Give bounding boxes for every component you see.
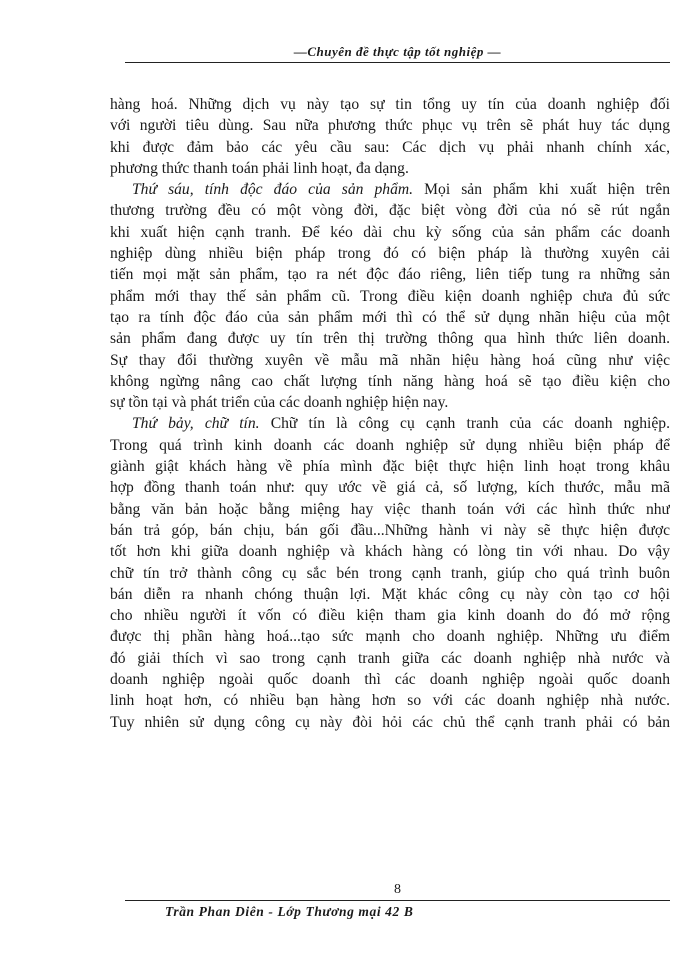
heading-line: Thứ bảy, chữ tín. Chữ tín là công cụ cạnh tranh của các doanh nghiệp. bbox=[132, 415, 670, 433]
text-line: hàng hoá. Những dịch vụ này tạo sự tin tổng uy tín của doanh nghiệp đối bbox=[110, 96, 670, 113]
body-text bbox=[110, 94, 670, 734]
text-line: phẩm mới thay thế sản phẩm cũ. Trong điều kiện doanh nghiệp chưa đủ sức bbox=[110, 287, 670, 305]
page-number: 8 bbox=[394, 882, 401, 897]
text-line: bán diễn ra nhanh chóng thuận lợi. Mặt khác công cụ này còn tạo cơ hội bbox=[110, 585, 670, 603]
text-line: Tuy nhiên sử dụng công cụ này đòi hỏi các chủ thể cạnh tranh phải có bản bbox=[110, 713, 670, 731]
text-line: với người tiêu dùng. Sau nữa phương thức phục vụ trên sẽ phát huy tác dụng bbox=[110, 117, 670, 135]
header-rule bbox=[125, 62, 670, 63]
header-title: —Chuyên đề thực tập tốt nghiệp — bbox=[293, 44, 502, 59]
text-line: bằng văn bản hoặc bằng miệng hay việc thanh toán với các hình thức như bbox=[110, 500, 670, 518]
text-line: tốt hơn khi giữa doanh nghiệp và khách hàng có lòng tin với nhau. Do vậy bbox=[110, 543, 670, 561]
text-line: sản phẩm đang được uy tín trên thị trường thông qua hình thức liên doanh. bbox=[110, 330, 670, 348]
text-line: thương trường đều có một vòng đời, đặc biệt vòng đời của nó sẽ rút ngắn bbox=[110, 202, 670, 220]
footer-rule bbox=[125, 900, 670, 901]
section-heading: Thứ bảy, chữ tín. bbox=[132, 415, 260, 433]
text-line: tiến mọi mặt sản phẩm, tạo ra nét độc đáo riêng, liên tiếp tung ra những sản bbox=[110, 266, 670, 284]
text-line: tạo ra tính độc đáo của sản phẩm mới thì có thể sử dụng nhãn hiệu của một bbox=[110, 308, 670, 326]
text-line bbox=[110, 733, 670, 734]
text-line: Sự thay đổi thường xuyên về mẫu mã nhãn hiệu hàng hoá cũng như việc bbox=[110, 351, 670, 369]
text-line: cho nhiều người ít vốn có điều kiện tham gia kinh doanh do đó mở rộng bbox=[110, 607, 670, 625]
text-line: bán trả góp, bán chịu, bán gối đầu...Những hành vi này sẽ thực hiện được bbox=[110, 521, 670, 539]
text-line: doanh nghiệp ngoài quốc doanh thì các doanh nghiệp ngoài quốc doanh bbox=[110, 671, 670, 689]
text-line: được thị phần hàng hoá...tạo sức mạnh cho doanh nghiệp. Những ưu điểm bbox=[110, 628, 670, 646]
text-line: khi được đảm bảo các yêu cầu sau: Các dịch vụ phải nhanh chính xác, bbox=[110, 138, 670, 156]
text-line: nghiệp dùng nhiều biện pháp trong đó có biện pháp là thường xuyên cải bbox=[110, 245, 670, 263]
text-line: linh hoạt hơn, có nhiều bạn hàng hơn so với các doanh nghiệp nhà nước. bbox=[110, 692, 670, 710]
heading-line: Thứ sáu, tính độc đáo của sản phẩm. Mọi sản phẩm khi xuất hiện trên bbox=[132, 181, 670, 199]
page-footer bbox=[125, 882, 670, 942]
text-line: không ngừng nâng cao chất lượng tính năng hàng hoá sẽ tạo điều kiện cho bbox=[110, 372, 670, 390]
text-line: sự tồn tại và phát triển của các doanh nghiệp hiện nay. bbox=[110, 394, 449, 412]
text-line: Trong quá trình kinh doanh các doanh nghiệp sử dụng nhiều biện pháp để bbox=[110, 436, 670, 454]
text-line: phương thức thanh toán phải linh hoạt, đa dạng. bbox=[110, 159, 409, 177]
section-heading: Thứ sáu, tính độc đáo của sản phẩm. bbox=[132, 181, 414, 199]
text-line: đó giải thích vì sao trong cạnh tranh giữa các doanh nghiệp nhà nước và bbox=[110, 649, 670, 667]
page-header bbox=[125, 38, 670, 64]
text-line: chữ tín trở thành công cụ sắc bén trong cạnh tranh, giúp cho quá trình buôn bbox=[110, 564, 670, 582]
text-line: giành giật khách hàng về phía mình đặc biệt thực hiện linh hoạt trong khâu bbox=[110, 458, 670, 476]
text-line: khi xuất hiện cạnh tranh. Để kéo dài chu kỳ sống của sản phẩm các doanh bbox=[110, 223, 670, 241]
text-line: hợp đồng thanh toán như: quy ước về giá cả, số lượng, kích thước, mẫu mã bbox=[110, 479, 670, 497]
footer-author: Trần Phan Diên - Lớp Thương mại 42 B bbox=[165, 904, 414, 919]
